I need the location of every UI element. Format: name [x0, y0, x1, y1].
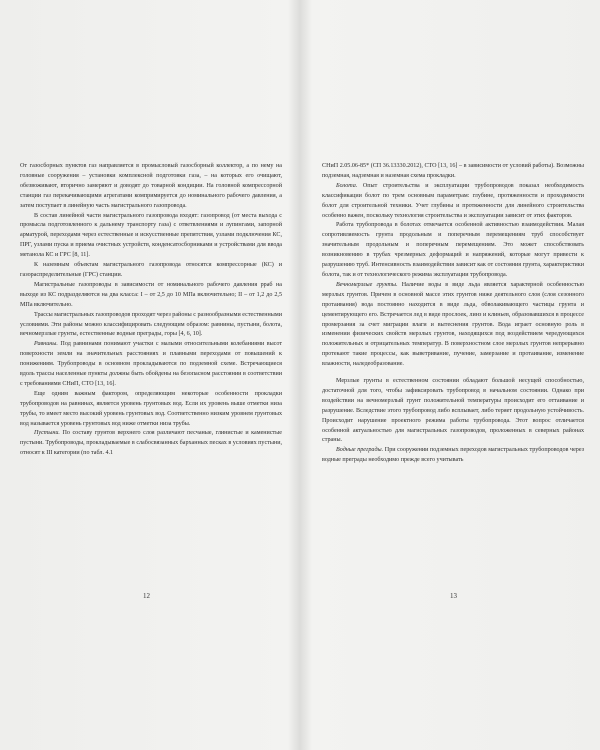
section-term: Водные преграды. [336, 447, 384, 454]
right-page [322, 162, 584, 466]
right-paragraph-1: СНиП 2.05.06-85* (СП 36.13330.2012), СТО [13, 16] – в зависимости от условий работы). Возможны подземная, надземная и наземная схема прокладки. [322, 163, 584, 179]
left-paragraph-7: Еще одним важным фактором, определяющим некоторые особенности прокладки трубопроводов на равнинах, является уровень грунтовых вод. Если их уровень выше отметки низа трубы, то имеет место высокий уровень грунтовых вод. Соответственно низким уровнем грунтовых вод называется уровень грунтовых вод ниже отметки низа трубы. [20, 390, 282, 427]
section-term: Вечномерзлые грунты. [336, 281, 398, 288]
right-paragraph-permafrost: Вечномерзлые грунты. Наличие воды в виде льда является характерной особенностью мерзлых грунтов. Причем в основной массе этих грунтов ниже деятельного слоя (слоя сезонного протаивания) вода постоянно находится в виде льда, обволакивающего частицы грунта и цементирующего его. Встречается лед в виде прослоек, линз и клиньев, образовавшихся в процессе промерзания за счет миграции влаги и вытеснения грунтов. Вода играет основную роль в изменении физических свойств мерзлых грунтов, находящихся под воздействием чередующихся положительных и отрицательных температур. В поверхностном слое мерзлых грунтов непрерывно протекают такие процессы, как выветривание, пучение, замерзание и протаивание, изменение влажности, наледеобразование. [322, 281, 584, 368]
right-paragraph-5: Мерзлые грунты в естественном состоянии обладают большой несущей способностью, достаточной для того, чтобы зафиксировать трубопровод в начальном состоянии. Однако при воздействии на вечномерзлый грунт положительной температуры происходит его оттаивание и разрушение. Вследствие этого трубопровод либо всплывает, либо теряет продольную устойчивость. Происходит нарушение проектного режима работы трубопровода. Этот вопрос отличается особенной актуальностью для магистральных газопроводов, проложенных в северных районах страны. [322, 378, 584, 444]
section-term: Равнины. [34, 341, 58, 348]
right-paragraph-water: Водные преграды. При сооружении подземных переходов магистральных трубопроводов через водные преграды необходимо прежде всего учитывать [322, 447, 585, 464]
left-paragraph-4: Магистральные газопроводы в зависимости от номинального рабочего давления pраб на выходе из КС подразделяются на два класса: I – от 2,5 до 10 МПа включительно; II – от 1,2 до 2,5 МПа включительно. [20, 281, 282, 308]
left-paragraph-1: От газосборных пунктов газ направляется в промысловый газосборный коллектор, а по нему на головные сооружения – установки комплексной подготовки газа, – на которых его очищают, обезвоживают, вторично замеряют и доводят до товарной кондиции. На головной компрессорной станции газ перекачивающими агрегатами компримируется до номинального рабочего давления, а затем поступает в линейную часть магистрального газопровода. [20, 163, 282, 209]
page-number-right: 13 [450, 592, 457, 600]
left-paragraph-plains: Равнины. Под равнинами понимают участки с малыми относительными колебаниями высот поверхности земли на значительных расстояниях и плавными переходами от повышений к понижениям. Трубопроводы в основном прокладываются по подземной схеме. Встречающиеся вдоль трассы населенные пункты должны быть обойдены на безопасном расстоянии в соответствии с требованиями СНиП, СТО [13, 16]. [20, 341, 282, 387]
right-paragraph-swamps: Болота. Опыт строительства и эксплуатации трубопроводов показал необходимость классификации болот по трем основным параметрам: глубине, протяженности и проходимости болот для строительной техники. Учет глубины и протяженности для линейного строительства особенно важен, поскольку технология строительства и эксплуатации зависит от этих факторов. [322, 182, 584, 219]
section-term: Пустыни. [34, 430, 60, 437]
left-page [20, 162, 282, 459]
left-paragraph-2: В состав линейной части магистрального газопровода входят: газопровод (от места выхода с промысла подготовленного к дальнему транспорту газа) с ответвлениями и лупингами, запорной арматурой, переходами через естественные и искусственные препятствия, узлами подключения КС, ПРГ, узлами пуска и приема очистных устройств, конденсатосборниками и устройствами для ввода метанола КС и ГРС [8, 11]. [20, 212, 282, 259]
right-paragraph-3: Работа трубопровода в болотах отмечается особенной активностью взаимодействия. Малая сопротивляемость грунта продольным и поперечным перемещениям труб способствует значительным продольным и поперечным перемещениям. Это может способствовать возникновению в трубах чрезмерных деформаций и напряжений, которые могут привести к разрушению труб. Интенсивность взаимодействия зависит как от состояния грунта, характеристики болота, так и от технологического режима эксплуатации трубопровода. [322, 222, 584, 278]
section-term: Болота. [336, 182, 358, 189]
left-paragraph-deserts: Пустыни. По составу грунтов верхнего слоя различают песчаные, глинистые и каменистые пустыни. Трубопроводы, прокладываемые в слабосвязанных барханных песках в условиях пустыни, относят к III категории (по табл. 4.1 [20, 430, 282, 457]
page-number-left: 12 [143, 592, 150, 600]
left-paragraph-3: К наземным объектам магистрального газопровода относятся компрессорные (КС) и газораспределительные (ГРС) станции. [20, 262, 282, 278]
left-paragraph-5: Трассы магистральных газопроводов проходят через районы с разнообразными естественными условиями. Эти районы можно классифицировать следующим образом: равнины, пустыни, болота, вечномерзлые грунты, естественные водные преграды, горы [4, 6, 10]. [20, 311, 282, 338]
